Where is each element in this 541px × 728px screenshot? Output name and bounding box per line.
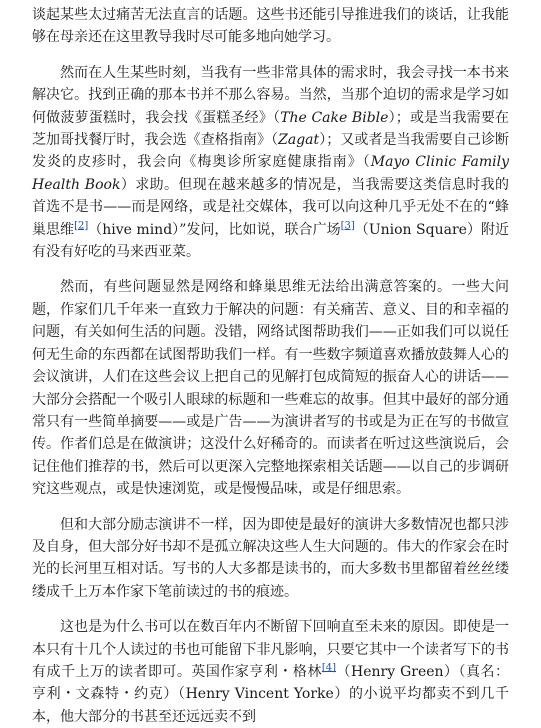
paragraph-text: ）；或是当我需要在芝加哥找餐厅时，我会选《查格指南》（ (32, 109, 510, 149)
paragraph-text: （Henry Green）（真名：亨利・文森特・约克）（Henry Vincent Yorke）的小说平均都卖不到几千本，他大部分的书甚至还远远卖不到 (32, 663, 509, 725)
paragraph-text: （hive mind）”发问，比如说，联合广场 (88, 221, 341, 238)
book-title-english: The Cake Bible (280, 109, 389, 126)
footnote-link-2[interactable]: [2] (74, 220, 89, 231)
paragraph-text: 谈起某些太过痛苦无法直言的话题。这些书还能引导推进我们的谈话，让我能够在母亲还在这里教导我时尽可能多地向她学习。 (32, 7, 509, 46)
paragraph-text: ）；又或者是当我需要自己诊断发炎的皮疹时，我会向《梅奥诊所家庭健康指南》（ (32, 132, 510, 171)
paragraph (32, 514, 509, 604)
paragraph-text: （Union Square）附近有没有好吃的马来西亚菜。 (32, 221, 509, 261)
paragraph (32, 616, 509, 728)
paragraph-text: 然而，有些问题显然是网络和蜂巢思维无法给出满意答案的。一些大问题，作家们几千年来一直致力于解决的问题：有关痛苦、意义、目的和幸福的问题，有关如何生活的问题。没错，网络试图帮助我们——正如我们可以说任何无生命的东西都在试图帮助我们一样。有一些数字频道喜欢播放鼓舞人心的会议演讲，人们在这些会议上把自己的见解打包成简短的振奋人心的讲话——大部分会搭配一个吸引人眼球的标题和一些难忘的故事。但其中最好的部分通常只有一些简单摘要——或是广告——为演讲者写的书或是为正在写的书做宣传。作者们总是在做演讲；这没什么好稀奇的。而读者在听过这些演说后，会记住他们推荐的书，然后可以更深入完整地探索相关话题——以自己的步调研究这些观点，或是快速浏览，或是慢慢品味，或是仔细思索。 (32, 279, 509, 498)
paragraph-text: ）求助。但现在越来越多的情况是，当我需要这类信息时我的首选不是书——而是网络，或是社交媒体，我可以向这种几乎无处不在的“蜂巢思维 (32, 176, 509, 238)
book-title-english: Zagat (278, 132, 320, 149)
paragraph (32, 4, 509, 49)
book-title-english: Mayo Clinic Family Health Book (32, 154, 510, 193)
paragraph-text: 这也是为什么书可以在数百年内不断留下回响直至未来的原因。即使是一本只有十几个人读过的书也可能留下非凡影响，只要它其中一个读者写下的书有成千上万的读者即可。英国作家亨利・格林 (32, 619, 509, 680)
paragraph-text: 但和大部分励志演讲不一样，因为即使是最好的演讲大多数情况也都只涉及自身，但大部分好书却不是孤立解决这些人生大问题的。伟大的作家会在时光的长河里互相对话。写书的人大多都是读书的，而大多数书里都留着丝丝缕缕成千上万本作家下笔前读过的书的痕迹。 (32, 516, 509, 600)
paragraph (32, 276, 509, 500)
paragraph (32, 62, 509, 264)
paragraph-text: 然而在人生某些时刻，当我有一些非常具体的需求时，我会寻找一本书来解决它。找到正确的那本书并不那么容易。当然，当那个迫切的需求是学习如何做菠萝蛋糕时，我会找《蛋糕圣经》（ (32, 64, 509, 126)
footnote-link-3[interactable]: [3] (340, 220, 355, 231)
footnote-link-4[interactable]: [4] (321, 662, 337, 674)
